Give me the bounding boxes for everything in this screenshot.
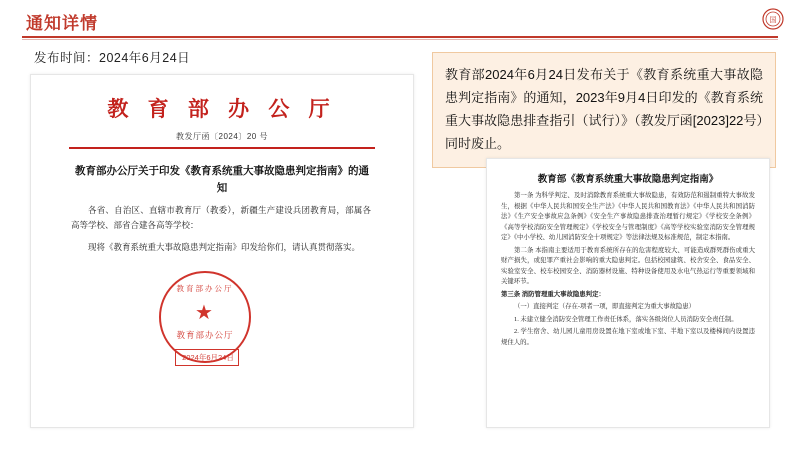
five-point-star-icon: ★ <box>195 302 213 324</box>
guideline-body <box>501 191 755 350</box>
page-header <box>0 0 800 42</box>
header-divider-thin <box>22 39 778 40</box>
guideline-title: 教育部《教育系统重大事故隐患判定指南》 <box>537 175 719 185</box>
seal-top-text: 教育部办公厅 <box>176 284 234 293</box>
summary-text: 教育部2024年6月24日发布关于《教育系统重大事故隐患判定指南》的通知，2023年9月4日印发的《教育系统重大事故隐患排查指引（试行）》（教发厅函[2023]22号）同时废止。 <box>445 67 763 151</box>
document-paragraph: 现将《教育系统重大事故隐患判定指南》印发给你们，请认真贯彻落实。 <box>88 242 361 252</box>
document-paragraph: 各省、自治区、直辖市教育厅（教委），新疆生产建设兵团教育局，部属各高等学校、部省合建各高等学校： <box>71 205 371 230</box>
guideline-paragraph: 2. 学生宿舍、幼儿园儿童用房设置在地下室或地下室、半地下室以及楼梯间内设置违规住人的。 <box>501 328 755 346</box>
document-body <box>71 203 371 262</box>
guideline-paragraph: （一）直接判定（存在-项者一项，即直接判定为重大事故隐患） <box>514 303 696 310</box>
summary-callout <box>432 52 776 168</box>
seal-date-box <box>175 349 239 366</box>
guideline-paragraph: 第三条 消防管理重大事故隐患判定： <box>501 290 605 298</box>
organization-seal-logo-icon <box>762 8 784 30</box>
official-seal <box>159 271 255 367</box>
seal-bottom-text: 教育部办公厅 <box>176 330 234 340</box>
guideline-paragraph: 第二条 本指南主要适用于教育系统所存在的危害程度较大、可能造成群死群伤或重大财产损失，或犯罪产重社会影响的重大隐患判定。包括校园建筑、校舍安全、食品安全、实验室安全、校车校园安全、消防器材设施、特种设备使用及水电气热运行等重要领域和关键环节。 <box>501 246 755 285</box>
svg-text:国: 国 <box>769 16 777 24</box>
guideline-document-preview[interactable] <box>486 158 770 428</box>
document-issuer-heading: 教 育 部 办 公 厅 <box>107 97 337 121</box>
document-red-rule <box>69 147 375 149</box>
document-number: 教发厅函〔2024〕20 号 <box>176 132 268 141</box>
seal-date: 2024年6月24日 <box>182 353 234 362</box>
page-title: 通知详情 <box>26 14 98 33</box>
document-title: 教育部办公厅关于印发《教育系统重大事故隐患判定指南》的通知 <box>75 166 369 194</box>
publish-time-label: 发布时间：2024年6月24日 <box>34 51 191 65</box>
guideline-paragraph: 第一条 为科学判定、及时消除教育系统重大事故隐患，有效防范和遏制重特大事故发生，根据《中华人民共和国安全生产法》《中华人民共和国教育法》《中华人民共和国消防法》《生产安全事故应急条例》《安全生产事故隐患排查治理暂行规定》《学校安全条例》《高等学校消防安全管理规定》《学校安全与管理制度》《高等学校实验室消防安全管理规定》《中小学校、幼儿园消防安全十项规定》等法律法规及标准规范，制定本指南。 <box>501 192 755 241</box>
header-divider <box>22 36 778 38</box>
guideline-paragraph: 1. 未建立健全消防安全管理工作责任体系，落实各级岗位人员消防安全责任制。 <box>514 315 738 323</box>
official-document-preview[interactable] <box>30 74 414 428</box>
